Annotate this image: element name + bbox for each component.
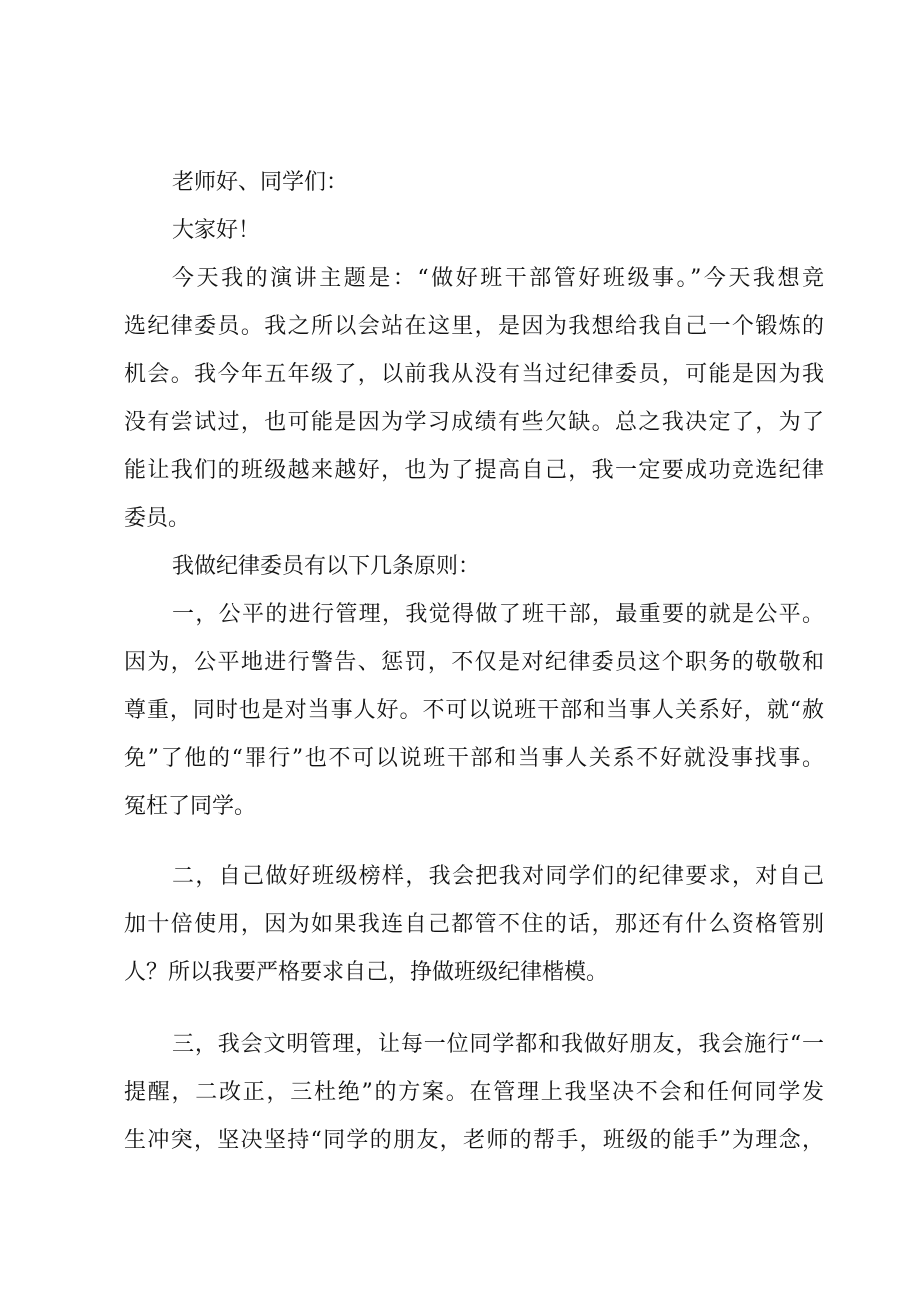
- paragraph-line: 三，我会文明管理，让每一位同学都和我做好朋友，我会施行“一: [172, 1032, 824, 1057]
- paragraph-principle-three: [124, 1021, 824, 1165]
- paragraph-line: 冤枉了同学。: [124, 794, 257, 819]
- paragraph-line: 一，公平的进行管理，我觉得做了班干部，最重要的就是公平。: [172, 602, 824, 627]
- greeting-line: 老师好、同学们：: [172, 170, 349, 195]
- paragraph-principle-two: [124, 853, 824, 997]
- paragraph-line: 生冲突，坚决坚持“同学的朋友，老师的帮手，班级的能手”为理念，: [124, 1128, 824, 1153]
- paragraph-line: 选纪律委员。我之所以会站在这里，是因为我想给我自己一个锻炼的: [124, 314, 824, 339]
- paragraph-line: 二，自己做好班级榜样，我会把我对同学们的纪律要求，对自己: [172, 864, 824, 889]
- paragraph-line: 能让我们的班级越来越好，也为了提高自己，我一定要成功竞选纪律: [124, 458, 824, 483]
- paragraph-line: 因为，公平地进行警告、惩罚，不仅是对纪律委员这个职务的敬敬和: [124, 650, 824, 675]
- paragraph-line: 机会。我今年五年级了，以前我从没有当过纪律委员，可能是因为我: [124, 362, 824, 387]
- paragraph-line: 免”了他的“罪行”也不可以说班干部和当事人关系不好就没事找事。: [124, 746, 824, 771]
- paragraph-line: 没有尝试过，也可能是因为学习成绩有些欠缺。总之我决定了，为了: [124, 410, 824, 435]
- hello-line: 大家好！: [172, 218, 261, 243]
- paragraph-line: 加十倍使用，因为如果我连自己都管不住的话，那还有什么资格管别: [124, 912, 824, 937]
- paragraph-line: 我做纪律委员有以下几条原则：: [172, 554, 481, 579]
- paragraph-line: 人？所以我要严格要求自己，挣做班级纪律楷模。: [124, 960, 609, 985]
- paragraph-line: 委员。: [124, 506, 191, 531]
- paragraph-line: 尊重，同时也是对当事人好。不可以说班干部和当事人关系好，就“赦: [124, 698, 824, 723]
- paragraph-principles-heading: [124, 543, 824, 591]
- paragraph-principle-one: [124, 591, 824, 831]
- paragraph-line: 今天我的演讲主题是：“做好班干部管好班级事。”今天我想竞: [172, 266, 824, 291]
- paragraph-line: 提醒，二改正，三杜绝”的方案。在管理上我坚决不会和任何同学发: [124, 1080, 824, 1105]
- paragraph-intro: [124, 255, 824, 543]
- document-page: [124, 159, 824, 1165]
